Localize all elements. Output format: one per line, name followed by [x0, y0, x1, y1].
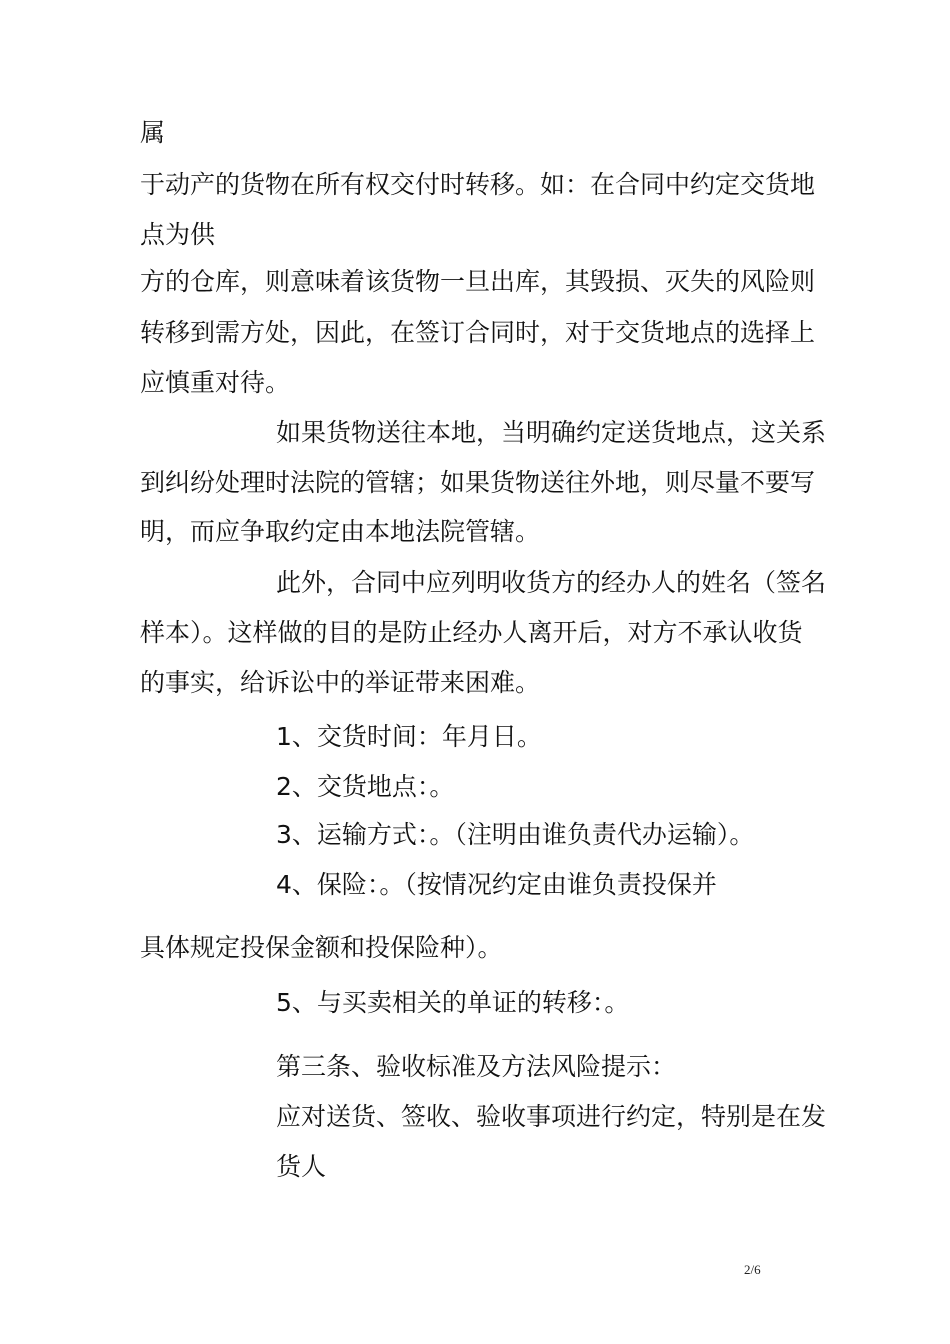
text-line: 转移到需方处，因此，在签订合同时，对于交货地点的选择上: [140, 318, 816, 347]
list-item: 1、交货时间：年月日。: [276, 722, 542, 751]
text-line: 点为供: [140, 220, 216, 249]
text-line: 如果货物送往本地，当明确约定送货地点，这关系: [276, 418, 827, 447]
list-item: 3、运输方式：。（注明由谁负责代办运输）。: [276, 820, 755, 849]
page-number: 2/6: [744, 1262, 761, 1277]
list-item: 2、交货地点：。: [276, 772, 455, 801]
text-line: 具体规定投保金额和投保险种）。: [140, 933, 503, 962]
text-line: 的事实，给诉讼中的举证带来困难。: [140, 668, 541, 697]
text-line: 样本）。这样做的目的是防止经办人离开后，对方不承认收货: [140, 618, 803, 647]
list-item: 5、与买卖相关的单证的转移：。: [276, 988, 630, 1017]
list-item: 4、保险：。（按情况约定由谁负责投保并: [276, 870, 717, 899]
text-line: 应慎重对待。: [140, 368, 291, 397]
text-line: 应对送货、签收、验收事项进行约定，特别是在发: [276, 1102, 827, 1131]
text-line: 方的仓库，则意味着该货物一旦出库，其毁损、灭失的风险则: [140, 267, 816, 296]
text-line: 明，而应争取约定由本地法院管辖。: [140, 517, 541, 546]
text-line: 到纠纷处理时法院的管辖；如果货物送往外地，则尽量不要写: [140, 468, 816, 497]
text-line: 此外，合同中应列明收货方的经办人的姓名（签名: [276, 568, 827, 597]
text-line: 于动产的货物在所有权交付时转移。如：在合同中约定交货地: [140, 170, 816, 199]
text-line: 货人: [276, 1152, 327, 1181]
text-line: 属: [140, 118, 166, 147]
section-heading: 第三条、验收标准及方法风险提示：: [276, 1052, 677, 1081]
